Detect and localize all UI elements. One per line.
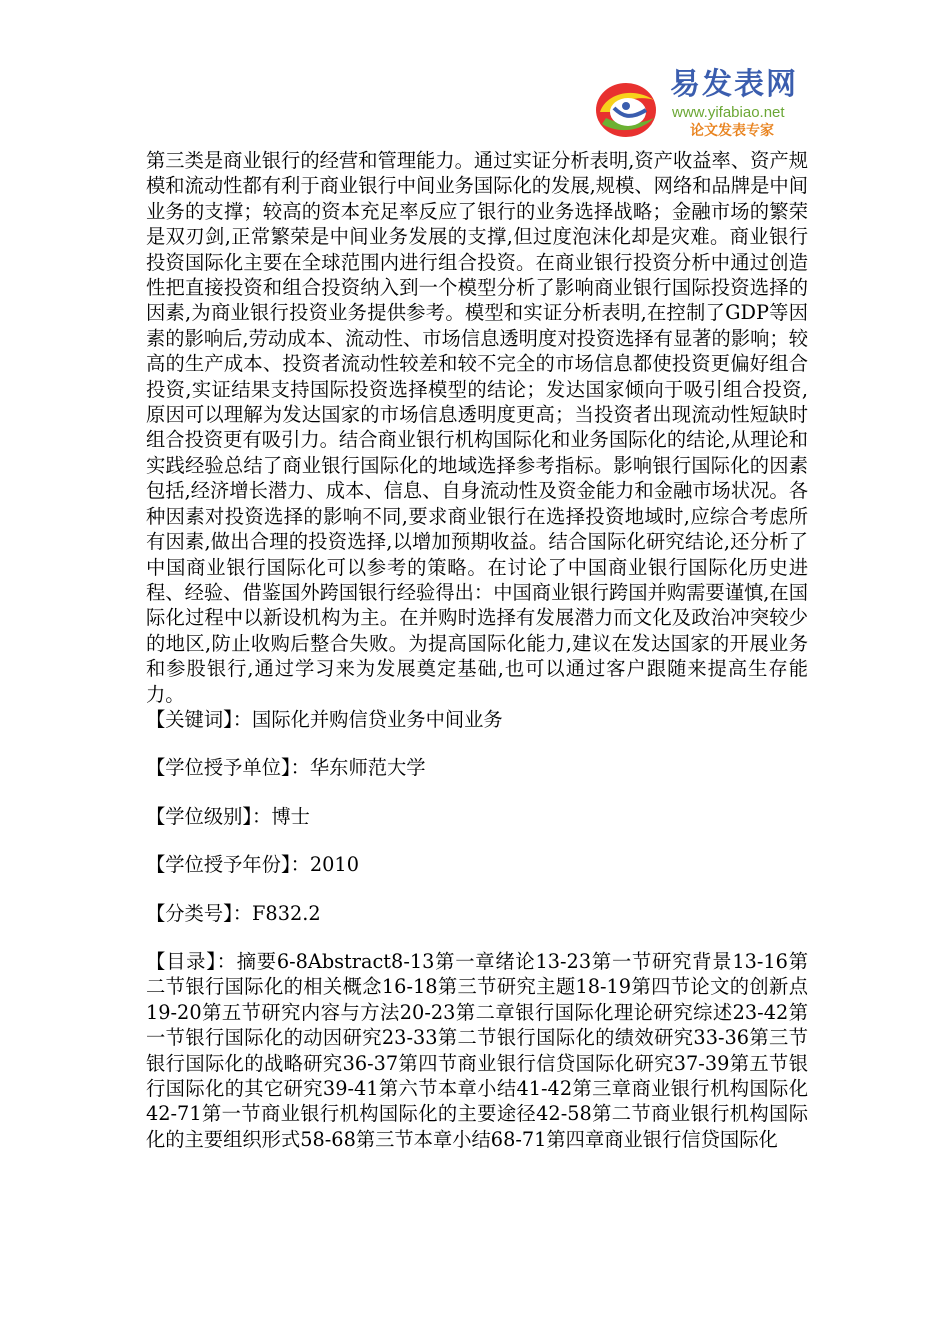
keywords-line	[146, 707, 808, 732]
degree-unit-line	[146, 755, 808, 780]
keywords-value: 国际化并购信贷业务中间业务	[252, 707, 503, 731]
logo-name: 易发表网	[670, 67, 798, 102]
toc-value: 摘要6-8Abstract8-13第一章绪论13-23第一节研究背景13-16第二节银行国际化的相关概念16-18第三节研究主题18-19第四节论文的创新点19-20第五节研究内容与方法20-23第二章银行国际化理论研究综述23-42第一节银行国际化的动因研究23-33第二节银行国际化的绩效研究33-36第三节银行国际化的战略研究36-37第四节商业银行信贷国际化研究37-39第五节银行国际化的其它研究39-41第六节本章小结41-42第三章商业银行机构国际化42-71第一节商业银行机构国际化的主要途径42-58第二节商业银行机构国际化的主要组织形式58-68第三节本章小结68-71第四章商业银行信贷国际化	[146, 949, 809, 1151]
document-body	[146, 148, 808, 1152]
toc-label: 【目录】：	[146, 949, 237, 973]
logo-url: www.yifabiao.net	[672, 104, 785, 121]
classification-label: 【分类号】：	[146, 901, 253, 925]
degree-unit-value: 华东师范大学	[309, 756, 426, 780]
degree-level-label: 【学位级别】：	[146, 804, 272, 828]
abstract-paragraph: 第三类是商业银行的经营和管理能力。通过实证分析表明,资产收益率、资产规模和流动性都有利于商业银行中间业务国际化的发展,规模、网络和品牌是中间业务的支撑；较高的资本充足率反应了银行的业务选择战略；金融市场的繁荣是双刃剑,正常繁荣是中间业务发展的支撑,但过度泡沫化却是灾难。商业银行投资国际化主要在全球范围内进行组合投资。在商业银行投资分析中通过创造性把直接投资和组合投资纳入到一个模型分析了影响商业银行国际投资选择的因素,为商业银行投资业务提供参考。模型和实证分析表明,在控制了GDP等因素的影响后,劳动成本、流动性、市场信息透明度对投资选择有显著的影响；较高的生产成本、投资者流动性较差和较不完全的市场信息都使投资更偏好组合投资,实证结果支持国际投资选择模型的结论；发达国家倾向于吸引组合投资,原因可以理解为发达国家的市场信息透明度更高；当投资者出现流动性短缺时组合投资更有吸引力。结合商业银行机构国际化和业务国际化的结论,从理论和实践经验总结了商业银行国际化的地域选择参考指标。影响银行国际化的因素包括,经济增长潜力、成本、信息、自身流动性及资金能力和金融市场状况。各种因素对投资选择的影响不同,要求商业银行在选择投资地域时,应综合考虑所有因素,做出合理的投资选择,以增加预期收益。结合国际化研究结论,还分析了中国商业银行国际化可以参考的策略。在讨论了中国商业银行国际化历史进程、经验、借鉴国外跨国银行经验得出：中国商业银行跨国并购需要谨慎,在国际化过程中以新设机构为主。在并购时选择有发展潜力而文化及政治冲突较少的地区,防止收购后整合失败。为提高国际化能力,建议在发达国家的开展业务和参股银行,通过学习来为发展奠定基础,也可以通过客户跟随来提高生存能力。	[146, 149, 808, 706]
toc-paragraph	[146, 949, 808, 1152]
keywords-label: 【关键词】：	[146, 707, 253, 731]
site-logo	[590, 68, 812, 144]
degree-year-line	[146, 852, 808, 877]
degree-level-value: 博士	[271, 804, 310, 828]
classification-line	[146, 901, 808, 926]
degree-year-value: 2010	[309, 853, 359, 877]
logo-slogan: 论文发表专家	[690, 123, 774, 139]
logo-emblem-icon	[592, 72, 662, 142]
degree-unit-label: 【学位授予单位】：	[146, 756, 310, 780]
degree-level-line	[146, 804, 808, 829]
degree-year-label: 【学位授予年份】：	[146, 853, 310, 877]
classification-value: F832.2	[252, 901, 321, 925]
